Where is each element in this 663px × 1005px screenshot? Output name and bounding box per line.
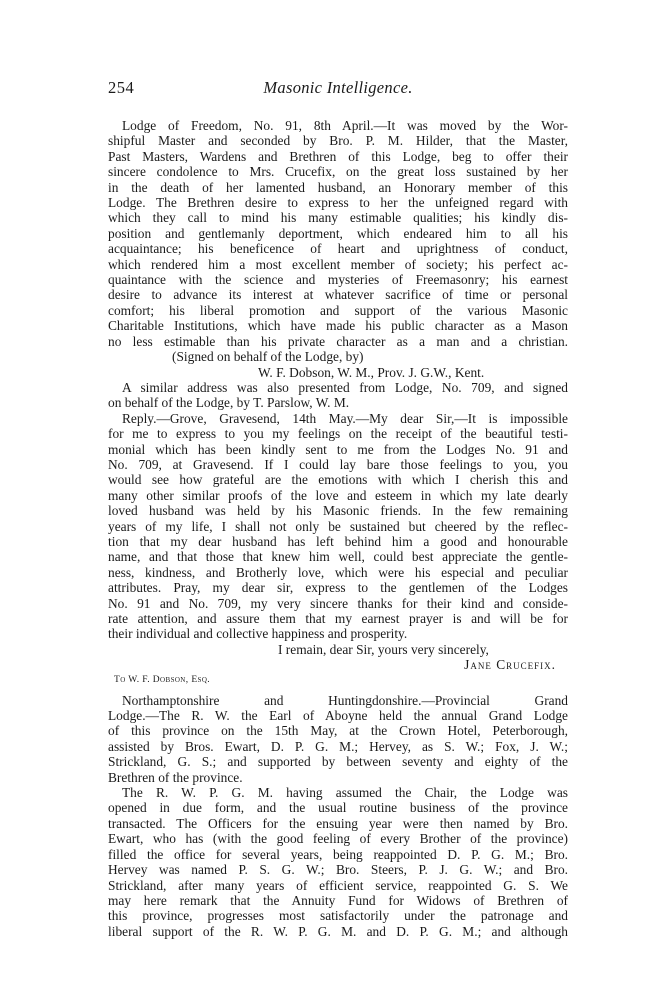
section-heading-line: Northamptonshire and Huntingdonshire.—Provincial Grand [122,692,568,708]
text-line: Hervey was named P. S. G. W.; Bro. Steers, P. J. G. W.; and Bro. [108,862,568,878]
text-line: Strickland, G. S.; and supported by between seventy and eighty of the [108,754,568,770]
text-line: Charitable Institutions, which have made his public character as a Mason [108,318,568,334]
text-line: opened in due form, and the usual routine business of the province [108,800,568,816]
text-line: tion that my dear husband has left behind him a good and honourable [108,533,568,549]
text-line: comfort; his liberal promotion and support of the various Masonic [108,302,568,318]
text-line: Past Masters, Wardens and Brethren of this Lodge, beg to offer their [108,148,568,164]
text-line: their individual and collective happiness and prosperity. [108,626,408,642]
text-line: liberal support of the R. W. P. G. M. and D. P. G. M.; and although [108,923,568,939]
text-line: assisted by Bros. Ewart, D. P. G. M.; Hervey, as S. W.; Fox, J. W.; [108,738,568,754]
text-line: The R. W. P. G. M. having assumed the Chair, the Lodge was [122,785,568,801]
text-line: monial which has been kindly sent to me from the Lodges No. 91 and [108,441,568,457]
text-line: loved husband was held by his Masonic friends. In the few remaining [108,503,568,519]
text-line: Lodge of Freedom, No. 91, 8th April.—It was moved by the Wor- [122,118,568,133]
text-line: on behalf of the Lodge, by T. Parslow, W. M. [108,395,350,411]
text-line: name, and that those that knew him well, could best appreciate the gentle- [108,549,568,565]
text-line: Lodge. The Brethren desire to express to her the unfeigned regard with [108,195,568,211]
northamptonshire-paragraph [108,693,568,940]
text-line: filled the office for several years, being reappointed D. P. G. M.; Bro. [108,846,568,862]
text-line: this province, progresses most satisfactorily under the patronage and [108,908,568,924]
text-line: Strickland, after many years of efficient service, reappointed G. S. We [108,877,568,893]
text-line: No. 91 and No. 709, my very sincere thanks for their kind and conside- [108,595,568,611]
page-body [108,118,568,939]
text-line: Ewart, who has (with the good feeling of every Brother of the province) [108,831,568,847]
running-title: Masonic Intelligence. [263,78,413,97]
text-line: years of my life, I shall not only be sustained but cheered by the reflec- [108,518,568,534]
text-line: for me to express to you my feelings on the receipt of the beautiful testi- [108,426,568,442]
page-number: 254 [108,78,135,97]
text-line: Brethren of the province. [108,769,243,785]
lodge-of-freedom-paragraph [108,118,568,380]
text-line: would see how grateful are the emotions with which I cherish this and [108,472,568,488]
text-line: quaintance with the science and mysteries of Freemasonry; his earnest [108,272,568,288]
text-line: rate attention, and assure them that my earnest prayer is and will be for [108,611,568,626]
text-line: position and gentlemanly deportment, which endeared him to all his [108,225,568,241]
text-line: attributes. Pray, my dear sir, express to the gentlemen of the Lodges [108,580,568,596]
text-line: shipful Master and seconded by Bro. P. M. Hilder, that the Master, [108,133,568,149]
text-line: Reply.—Grove, Gravesend, 14th May.—My dear Sir,—It is impossible [122,410,568,426]
similar-address-paragraph [108,380,568,411]
text-line: A similar address was also presented from Lodge, No. 709, and signed [122,379,568,395]
text-line: transacted. The Officers for the ensuing year were then named by Bro. [108,815,568,831]
text-line: No. 709, at Gravesend. If I could lay bare those feelings to you, you [108,456,568,472]
letter-closing: I remain, dear Sir, yours very sincerely, [278,641,489,657]
text-line: no less estimable than his private character as a man and a christian. [108,333,568,349]
text-line: Lodge.—The R. W. the Earl of Aboyne held the annual Grand Lodge [108,708,568,724]
signature-line: (Signed on behalf of the Lodge, by) [172,349,364,365]
text-line: ness, kindness, and Brotherly love, which were his especial and peculiar [108,564,568,580]
text-line: acquaintance; his beneficence of heart and uprightness of conduct, [108,241,568,257]
text-line: may here remark that the Annuity Fund for Widows of Brethren of [108,892,568,908]
text-line: sincere condolence to Mrs. Crucefix, on the great loss sustained by her [108,164,568,180]
text-line: in the death of her lamented husband, an Honorary member of this [108,179,568,195]
letter-signature: Jane Crucefix. [464,657,556,673]
text-line: many other similar proofs of the love and esteem in which my late dearly [108,487,568,503]
page-header [108,78,568,100]
text-line: which rendered him a most excellent member of society; his perfect ac- [108,256,568,272]
text-line: of this province on the 15th May, at the Crown Hotel, Peterborough, [108,723,568,739]
text-line: which they call to mind his many estimable qualities; his kindly dis- [108,210,568,226]
signature-name: W. F. Dobson, W. M., Prov. J. G.W., Kent. [258,364,485,380]
letter-addressee: To W. F. Dobson, Esq. [114,674,211,685]
text-line: desire to advance its interest at whatever sacrifice of time or personal [108,287,568,303]
reply-paragraph [108,411,568,688]
